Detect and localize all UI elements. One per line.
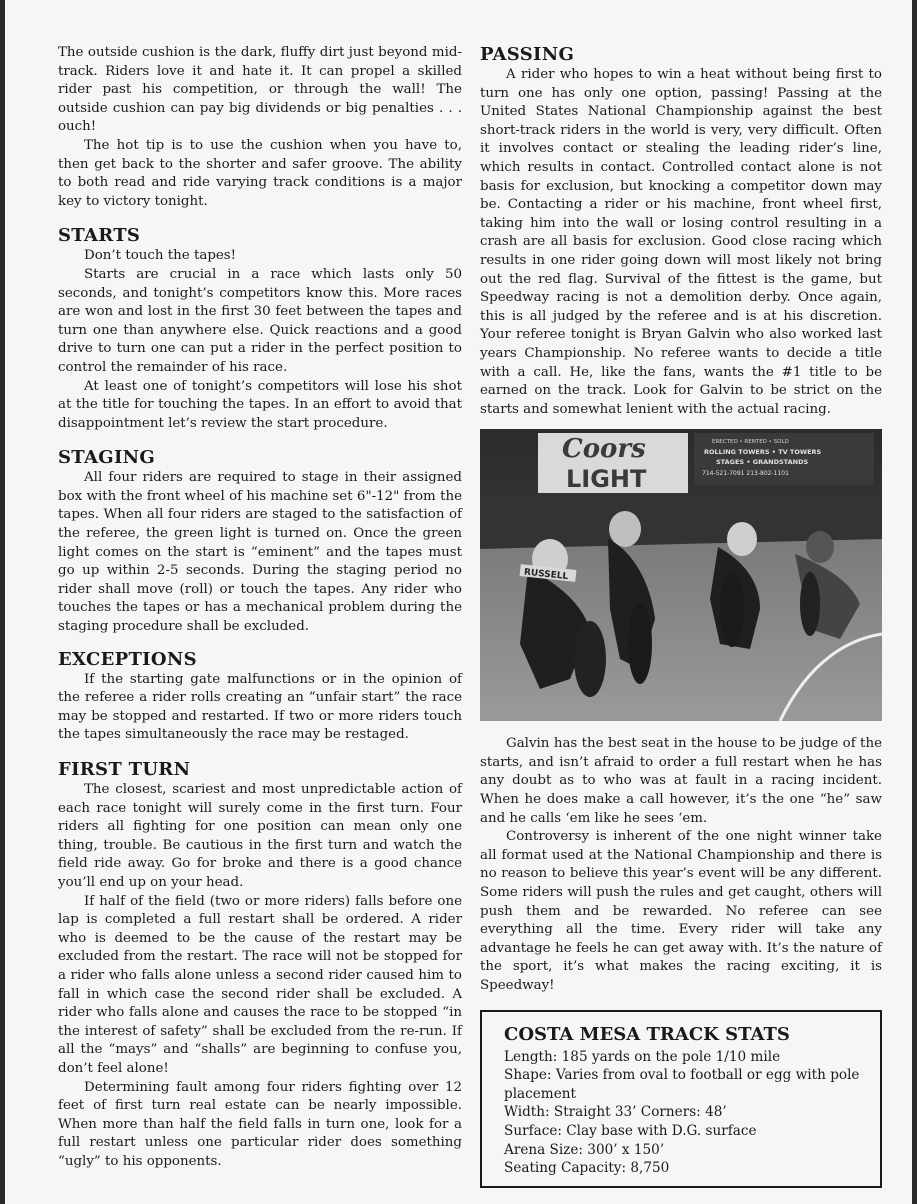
body-paragraph: At least one of tonight’s competitors will lose his shot at the title for touching the tapes. In an effort to avoid that disappointment let’s review the start procedure.: [58, 378, 462, 431]
stat-row: Surface: Clay base with D.G. surface: [504, 1122, 757, 1139]
body-paragraph: Galvin has the best seat in the house to be judge of the starts, and isn’t afraid to order a full restart when he has any doubt as to who was at fault in a racing incident. When he does make a call however, it’s the one “he” saw and he calls ‘em like he sees ‘em.: [480, 736, 882, 826]
sign-line: ROLLING TOWERS • TV TOWERS: [704, 448, 822, 457]
intro-paragraph: The hot tip is to use the cushion when you have to, then get back to the shorter and safer groove. The ability to both read and ride varying track conditions is a major key to victory tonight.: [58, 137, 462, 209]
section-exceptions: [58, 649, 462, 745]
body-paragraph: Starts are crucial in a race which lasts only 50 seconds, and tonight’s competitors know this. More races are won and lost in the first 30 feet between the tapes and turn one than anywhere else. Quick reactions and a good drive to turn one can put a rider in the perfect position to control the remainder of his race.: [58, 266, 462, 375]
sign-line: 714-521-7091 213-802-1101: [702, 470, 789, 478]
stat-row: Arena Size: 300’ x 150’: [504, 1141, 665, 1158]
section-staging: [58, 447, 462, 636]
track-stats-title: COSTA MESA TRACK STATS: [504, 1023, 790, 1045]
right-column: [480, 44, 882, 1188]
body-paragraph: If the starting gate malfunctions or in the opinion of the referee a rider rolls creating an “unfair start” the race may be stopped and restarted. If two or more riders touch the tapes simultaneously the race may be restaged.: [58, 671, 462, 743]
track-stats-box: [480, 1010, 882, 1188]
body-paragraph: Don’t touch the tapes!: [84, 248, 237, 264]
sign-line: ERECTED • RENTED • SOLD: [712, 439, 789, 446]
body-paragraph: The closest, scariest and most unpredictable action of each race tonight will surely come in the first turn. Four riders all fighting for one position can mean only one thing, trouble. Be cautious in the first turn and watch the field ride away. Go for broke and there is a good chance you’ll end up on your head.: [58, 782, 462, 890]
left-column: [58, 44, 462, 1171]
speedway-race-photo: [480, 429, 882, 721]
section-first-turn: [58, 759, 462, 1171]
page-edge-right: [912, 0, 917, 1204]
sign-coors-text: Coors: [562, 434, 646, 465]
section-starts: [58, 225, 462, 433]
body-paragraph: A rider who hopes to win a heat without being first to turn one has only one option, passing! Passing at the United States National Championship against the best short-track riders in the world is very, very difficult. Often it involves contact or stealing the leading rider’s line, which results in contact. Controlled contact alone is not basis for exclusion, but knocking a competitor down may be. Contacting a rider or his machine, front wheel first, taking him into the wall or losing control resulting in a crash are all basis for exclusion. Good close racing which results in one rider going down will most likely not bring out the red flag. Survival of the fittest is the game, but Speedway racing is not a demolition derby. Once again, this is all judged by the referee and is at his discretion. Your referee tonight is Bryan Galvin who also worked last years Championship. No referee wants to decide a title with a call. He, like the fans, wants the #1 title to be earned on the track. Look for Galvin to be strict on the starts and somewhat lenient with the actual racing.: [480, 67, 882, 417]
section-heading: FIRST TURN: [58, 759, 191, 780]
rider-bib-text: RUSSELL: [523, 567, 569, 583]
body-paragraph: If half of the field (two or more riders) falls before one lap is completed a full restart shall be ordered. A rider who is deemed to be the cause of the restart may be excluded from the restart. The race will not be stopped for a rider who falls alone unless a second rider caused him to fall in which case the second rider shall be excluded. A rider who falls alone and causes the race to be stopped “in the interest of safety” shall be excluded from the re-run. If all the “mays” and “shalls” are beginning to confuse you, don’t feel alone!: [58, 893, 462, 1076]
intro-paragraph: The outside cushion is the dark, fluffy dirt just beyond mid-track. Riders love it and hate it. It can propel a skilled rider past his competition, or through the wall! The outside cushion can pay big dividends or big penalties . . . ouch!: [58, 45, 462, 135]
stat-row: Shape: Varies from oval to football or egg with pole placement: [504, 1067, 860, 1102]
section-heading: PASSING: [480, 44, 575, 65]
sign-light-text: LIGHT: [566, 465, 647, 494]
race-photo-illustration: [480, 429, 882, 721]
sign-line: STAGES • GRANDSTANDS: [716, 458, 809, 467]
body-paragraph: All four riders are required to stage in their assigned box with the front wheel of his machine set 6"-12" from the tapes. When all four riders are staged to the satisfaction of the referee, the green light is turned on. Once the green light comes on the start is “eminent” and the tapes must go up within 2-5 seconds. During the staging period no rider shall move (roll) or touch the tapes. Any rider who touches the tapes or has a mechanical problem during the staging procedure shall be excluded.: [58, 470, 462, 635]
stat-row: Length: 185 yards on the pole 1/10 mile: [504, 1048, 781, 1065]
body-paragraph: Determining fault among four riders fighting over 12 feet of first turn real estate can be nearly impossible. When more than half the field falls in turn one, look for a full restart unless one particular rider does something “ugly” to his opponents.: [58, 1079, 462, 1169]
section-referee: [480, 735, 882, 995]
section-heading: EXCEPTIONS: [58, 648, 197, 670]
page-edge-left: [0, 0, 5, 1204]
section-passing: [480, 44, 882, 419]
section-heading: STARTS: [58, 225, 141, 247]
section-heading: STAGING: [58, 447, 156, 469]
stat-row: Seating Capacity: 8,750: [504, 1160, 670, 1177]
body-paragraph: Controversy is inherent of the one night winner take all format used at the National Championship and there is no reason to believe this year’s event will be any different. Some riders will push the rules and get caught, others will push them and be rewarded. No referee can see everything all the time. Every rider will take any advantage he feels he can get away with. It’s the nature of the sport, it’s what makes the racing exciting, it is Speedway!: [480, 829, 882, 993]
stat-row: Width: Straight 33’ Corners: 48’: [504, 1104, 727, 1121]
